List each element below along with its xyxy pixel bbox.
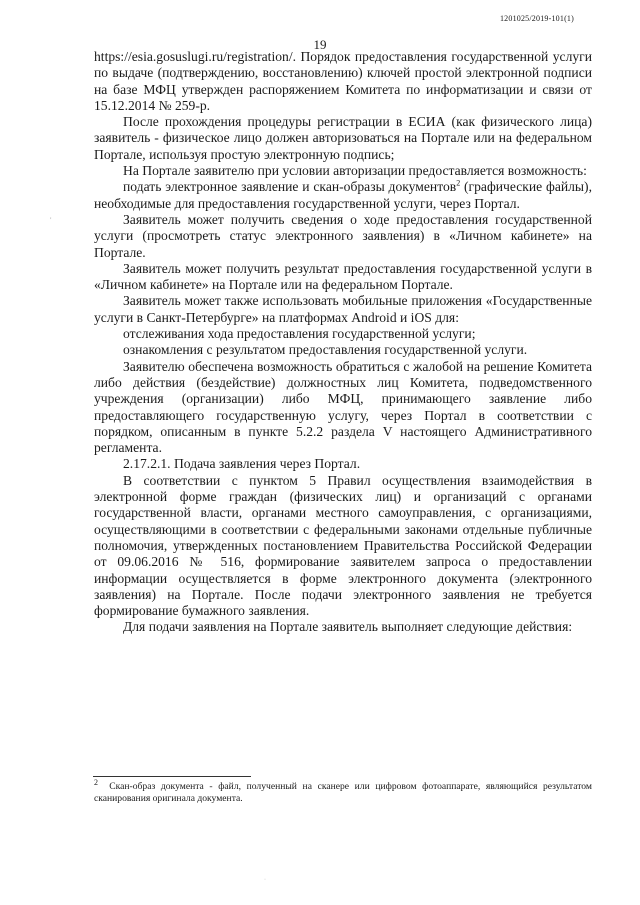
paragraph-text: подать электронное заявление и скан-образы документов: [123, 179, 457, 195]
document-id: 1201025/2019-101(1): [499, 14, 574, 23]
footnote-text: Скан-образ документа - файл, полученный на сканере или цифровом фотоаппарате, являющийся результатом сканирования оригинала документа.: [94, 781, 592, 805]
document-body: [94, 49, 592, 636]
footnote-divider: [93, 776, 251, 777]
paragraph: Заявитель может также использовать мобильные приложения «Государственные услуги в Санкт-Петербурге» на платформах Android и iOS для:: [94, 293, 592, 325]
paragraph: В соответствии с пунктом 5 Правил осуществления взаимодействия в электронной форме граждан (физических лиц) и организаций с органами государственной власти, органами местного самоуправления, с организациями, осуществляющими в соответствии с федеральными законами отдельные публичные полномочия, утвержденных постановлением Правительства Российской Федерации от 09.06.2016 № 516, формирование заявителем запроса о предоставлении информации осуществляется в форме электронного документа (электронного заявления) на Портале. После подачи электронного заявления не требуется формирование бумажного заявления.: [94, 472, 592, 619]
paragraph: https://esia.gosuslugi.ru/registration/. Порядок предоставления государственной услуги по выдаче (подтверждению, восстановлению) ключей простой электронной подписи на базе МФЦ утвержден распоряжением Комитета по информатизации и связи от 15.12.2014 № 259-р.: [94, 49, 592, 113]
list-item: отслеживания хода предоставления государственной услуги;: [123, 326, 476, 342]
footnote: [94, 777, 592, 805]
paragraph: Заявителю обеспечена возможность обратиться с жалобой на решение Комитета либо действия (бездействие) должностных лиц Комитета, подведомственного учреждения (организации) либо МФЦ, принимающего заявление либо предоставляющего государственную услугу, через Портал в соответствии с порядком, описанным в пункте 5.2.2 раздела V настоящего Административного регламента.: [94, 358, 592, 456]
paragraph: Заявитель может получить результат предоставления государственной услуги в «Личном кабинете» на Портале или на федеральном Портале.: [94, 260, 592, 293]
paragraph: Для подачи заявления на Портале заявитель выполняет следующие действия:: [123, 619, 573, 635]
paragraph-with-footnote: [94, 179, 592, 212]
paragraph-text: (графические файлы), необходимые для предоставления государственной услуги, через Портал.: [94, 179, 592, 211]
paragraph: Заявитель может получить сведения о ходе предоставления государственной услуги (просмотреть статус электронного заявления) в «Личном кабинете» на Портале.: [94, 211, 592, 260]
footnote-reference: 2: [456, 178, 461, 188]
page-number: 19: [313, 37, 327, 52]
paragraph: На Портале заявителю при условии авторизации предоставляется возможность:: [123, 163, 587, 179]
margin-mark: ,: [50, 214, 52, 220]
section-heading: 2.17.2.1. Подача заявления через Портал.: [123, 456, 361, 472]
list-item: ознакомления с результатом предоставления государственной услуги.: [123, 342, 528, 358]
footnote-number: 2: [94, 777, 98, 787]
paragraph: После прохождения процедуры регистрации в ЕСИА (как физического лица) заявитель - физическое лицо должен авторизоваться на Портале или на федеральном Портале, используя простую электронную подпись;: [94, 114, 592, 162]
scan-speck: ·: [264, 877, 266, 883]
